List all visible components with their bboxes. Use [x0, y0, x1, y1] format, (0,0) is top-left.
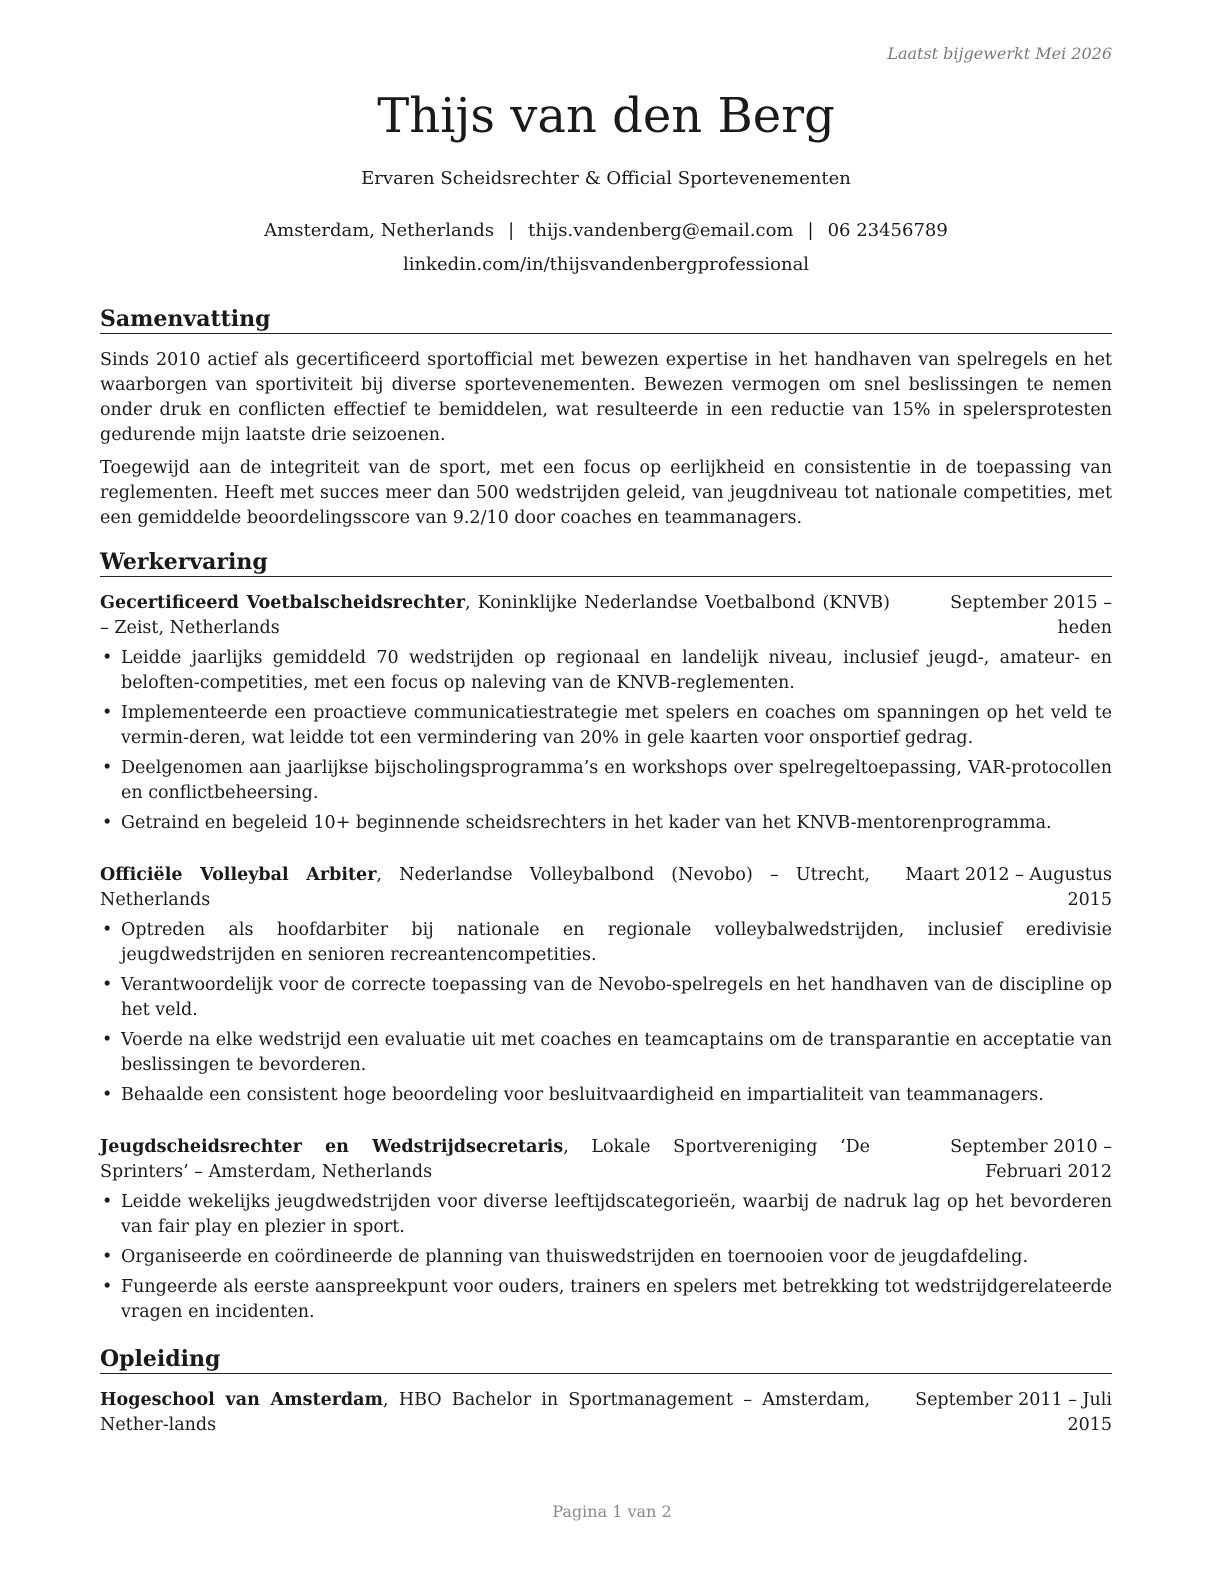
list-item: • Voerde na elke wedstrijd een evaluatie uit met coaches en teamcaptains om de transparantie en acceptatie van beslissingen te bevorderen. [100, 1028, 1112, 1078]
section-title-experience: Werkervaring [100, 549, 1112, 577]
contact-separator: | [508, 220, 515, 241]
contact-email[interactable]: thijs.vandenberg@email.com [528, 220, 794, 241]
summary-paragraph-2: Toegewijd aan de integriteit van de sport, met een focus op eerlijkheid en consistentie in de toepassing van reglementen. Heeft met succes meer dan 500 wedstrijden geleid, van jeugdniveau tot nationale competities, met een gemiddelde beoordelingsscore van 9.2/10 door coaches en teammanagers. [100, 458, 1112, 528]
page-number: Pagina 1 van 2 [552, 1502, 672, 1521]
job-dates: Maart 2012 – Augustus 2015 [905, 865, 1112, 910]
job-bullets [100, 1190, 1112, 1325]
section-title-summary: Samenvatting [100, 306, 1112, 334]
list-item: • Optreden als hoofdarbiter bij nationale en regionale volleybalwedstrijden, inclusief eredivisie jeugdwedstrijden en senioren recreantencompetities. [100, 918, 1112, 968]
job-header [100, 863, 1112, 913]
list-item: • Implementeerde een proactieve communicatiestrategie met spelers en coaches om spanningen op het veld te vermin-deren, wat leidde tot een vermindering van 20% in gele kaarten voor onsportief gedrag. [100, 701, 1112, 751]
summary-paragraph-1: Sinds 2010 actief als gecertificeerd sportofficial met bewezen expertise in het handhaven van spelregels en het waarborgen van sportiviteit bij diverse sportevenementen. Bewezen vermogen om snel beslissingen te nemen onder druk en conflicten effectief te bemiddelen, wat resulteerde in een reductie van 15% in spelersprotesten gedurende mijn laatste drie seizoenen. [100, 350, 1112, 445]
education-header [100, 1388, 1112, 1438]
list-item: • Getraind en begeleid 10+ beginnende scheidsrechters in het kader van het KNVB-mentorenprogramma. [100, 811, 1112, 836]
job-header [100, 591, 1112, 641]
experience-section [100, 549, 1112, 1325]
job-header [100, 1135, 1112, 1185]
contact-linkedin[interactable]: linkedin.com/in/thijsvandenbergprofessional [402, 254, 810, 275]
education-entry [100, 1388, 1112, 1438]
candidate-name: Thijs van den Berg [377, 88, 835, 144]
candidate-tagline: Ervaren Scheidsrechter & Official Sportevenementen [361, 168, 851, 189]
job-entry [100, 1135, 1112, 1325]
list-item: • Behaalde een consistent hoge beoordeling voor besluitvaardigheid en impartialiteit van teammanagers. [100, 1083, 1112, 1108]
job-role: Gecertificeerd Voetbalscheidsrechter [100, 593, 465, 613]
education-section [100, 1346, 1112, 1438]
job-bullets [100, 646, 1112, 836]
section-title-education: Opleiding [100, 1346, 1112, 1374]
contact-location: Amsterdam, Netherlands [264, 220, 495, 241]
contact-line [100, 218, 1112, 244]
list-item: • Verantwoordelijk voor de correcte toepassing van de Nevobo-spelregels en het handhaven van de discipline op het veld. [100, 973, 1112, 1023]
list-item: • Leidde wekelijks jeugdwedstrijden voor diverse leeftijdscategorieën, waarbij de nadruk lag op het bevorderen van fair play en plezier in sport. [100, 1190, 1112, 1240]
education-school: Hogeschool van Amsterdam [100, 1390, 384, 1410]
job-role: Jeugdscheidsrechter en Wedstrijdsecretaris [100, 1137, 564, 1157]
job-entry [100, 863, 1112, 1108]
summary-section [100, 306, 1112, 531]
job-dates: September 2010 – Februari 2012 [950, 1137, 1112, 1182]
job-bullets [100, 918, 1112, 1108]
list-item: • Leidde jaarlijks gemiddeld 70 wedstrijden op regionaal en landelijk niveau, inclusief jeugd-, amateur- en beloften-competities, met een focus op naleving van de KNVB-reglementen. [100, 646, 1112, 696]
job-org: , Lokale Sportvereniging ‘De Sprinters’ – Amsterdam, Netherlands [100, 1137, 870, 1182]
last-updated: Laatst bijgewerkt Mei 2026 [887, 44, 1112, 63]
job-org: , Nederlandse Volleybalbond (Nevobo) – Utrecht, Netherlands [100, 865, 870, 910]
contact-phone: 06 23456789 [827, 220, 948, 241]
list-item: • Deelgenomen aan jaarlijkse bijscholingsprogramma’s en workshops over spelregeltoepassing, VAR-protocollen en conflictbeheersing. [100, 756, 1112, 806]
job-role: Officiële Volleybal Arbiter [100, 865, 377, 885]
list-item: • Fungeerde als eerste aanspreekpunt voor ouders, trainers en spelers met betrekking tot wedstrijdgerelateerde vragen en incidenten. [100, 1275, 1112, 1325]
job-dates: September 2015 – heden [950, 593, 1112, 638]
education-dates: September 2011 – Juli 2015 [915, 1390, 1112, 1435]
education-detail: , HBO Bachelor in Sportmanagement – Amsterdam, Nether-lands [100, 1390, 871, 1435]
list-item: • Organiseerde en coördineerde de planning van thuiswedstrijden en toernooien voor de jeugdafdeling. [100, 1245, 1112, 1270]
contact-separator: | [807, 220, 814, 241]
job-entry [100, 591, 1112, 836]
job-org: , Koninklijke Nederlandse Voetbalbond (KNVB) – Zeist, Netherlands [100, 593, 890, 638]
